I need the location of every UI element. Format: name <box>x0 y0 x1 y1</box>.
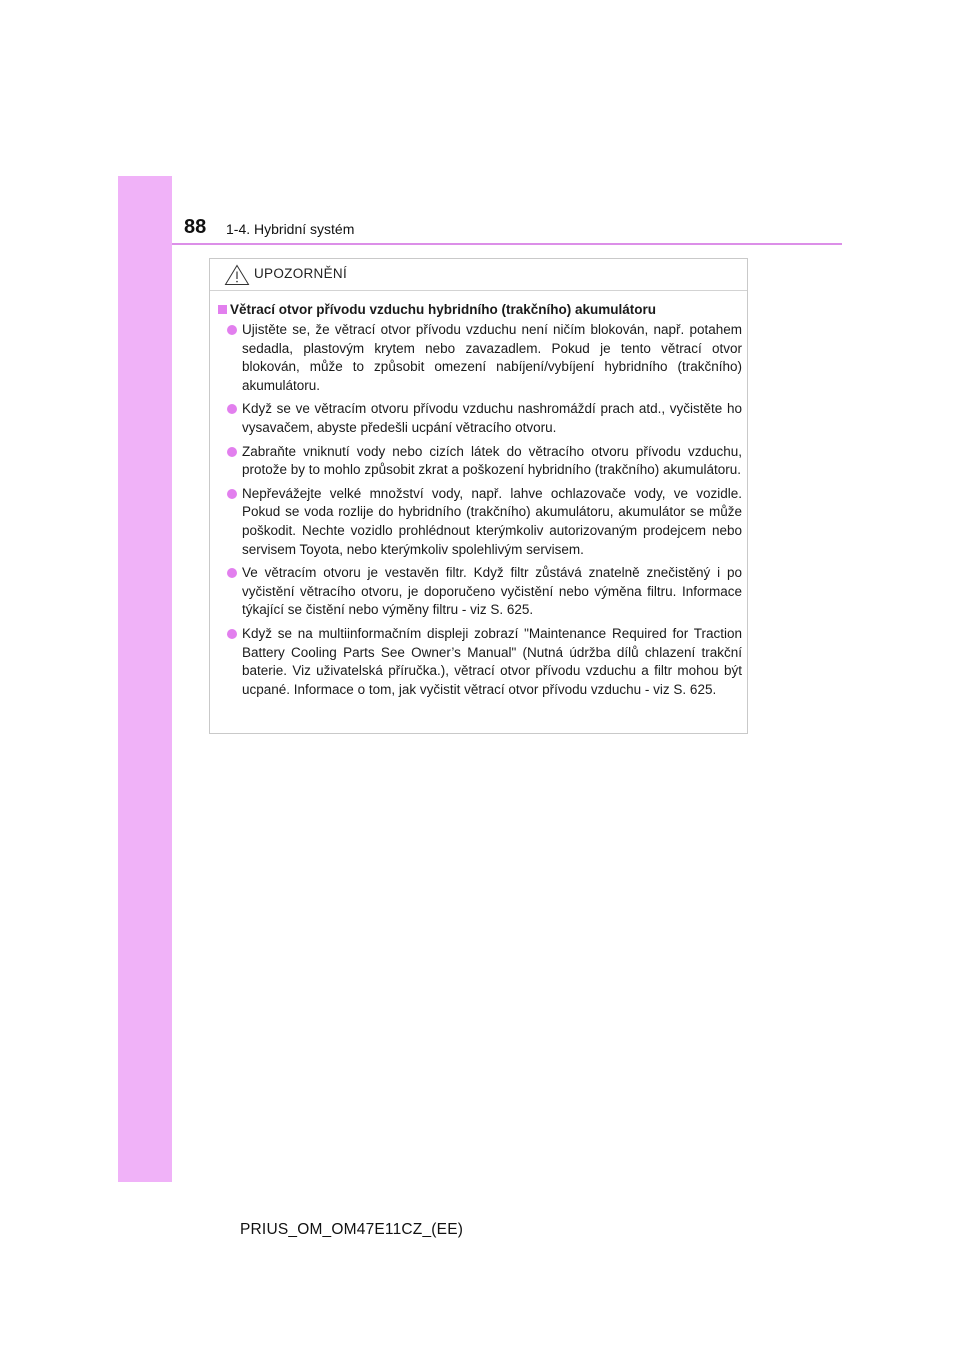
list-item-text: Ujistěte se, že větrací otvor přívodu vzduchu není ničím blokován, např. potahem sedadla, plastovým krytem nebo zavazadlem. Pokud je tento větrací otvor blokován, může to způsobit omezení nabíjení/vybíjení hybridního (trakčního) akumulátoru. <box>242 322 742 393</box>
page-number: 88 <box>184 216 207 238</box>
warning-heading <box>218 300 742 319</box>
warning-box <box>209 258 748 734</box>
warning-heading-text: Větrací otvor přívodu vzduchu hybridního (trakčního) akumulátoru <box>230 302 657 317</box>
warning-header <box>210 259 747 291</box>
list-item <box>218 485 742 559</box>
warning-triangle-icon <box>224 264 250 286</box>
chapter-side-tab <box>118 176 172 1182</box>
square-bullet-icon <box>218 305 227 314</box>
round-bullet-icon <box>227 447 237 457</box>
warning-label: UPOZORNĚNÍ <box>254 266 348 281</box>
list-item <box>218 625 742 699</box>
list-item-text: Když se ve větracím otvoru přívodu vzduchu nashromáždí prach atd., vyčistěte ho vysavačem, abyste předešli ucpání větracího otvoru. <box>242 401 742 435</box>
list-item-text: Zabraňte vniknutí vody nebo cizích látek do větracího otvoru přívodu vzduchu, protože by to mohlo způsobit zkrat a poškození hybridního (trakčního) akumulátoru. <box>242 443 742 478</box>
list-item <box>218 321 742 395</box>
list-item <box>218 400 742 437</box>
round-bullet-icon <box>227 489 237 499</box>
list-item <box>218 443 742 480</box>
warning-body <box>218 300 742 704</box>
round-bullet-icon <box>227 325 237 335</box>
document-code: PRIUS_OM_OM47E11CZ_(EE) <box>240 1221 464 1238</box>
round-bullet-icon <box>227 629 237 639</box>
round-bullet-icon <box>227 568 237 578</box>
list-item-text: Nepřevážejte velké množství vody, např. lahve ochlazovače vody, ve vozidle. Pokud se voda rozlije do hybridního (trakčního) akumulátoru, akumulátor se může poškodit. Nechte vozidlo prohlédnout kterýmkoliv autorizovaným prodejcem nebo servisem Toyota, nebo kterýmkoliv spolehlivým servisem. <box>242 485 742 557</box>
round-bullet-icon <box>227 404 237 414</box>
list-item-text: Když se na multiinformačním displeji zobrazí "Maintenance Required for Traction Battery Cooling Parts See Owner’s Manual" (Nutná údržba dílů chlazení trakční baterie. Viz uživatelská příručka.), větrací otvor přívodu vzduchu a filtr mohou být ucpané. Informace o tom, jak vyčistit větrací otvor přívodu vzduchu - viz S. 625. <box>242 625 742 697</box>
header-divider <box>172 243 842 245</box>
list-item-text: Ve větracím otvoru je vestavěn filtr. Když filtr zůstává znatelně znečistěný i po vyčistění větracího otvoru, je doporučeno vyčistění nebo výměna filtru. Informace týkající se čistění nebo výměny filtru - viz S. 625. <box>242 565 742 618</box>
section-title: 1-4. Hybridní systém <box>226 221 355 237</box>
list-item <box>218 564 742 620</box>
